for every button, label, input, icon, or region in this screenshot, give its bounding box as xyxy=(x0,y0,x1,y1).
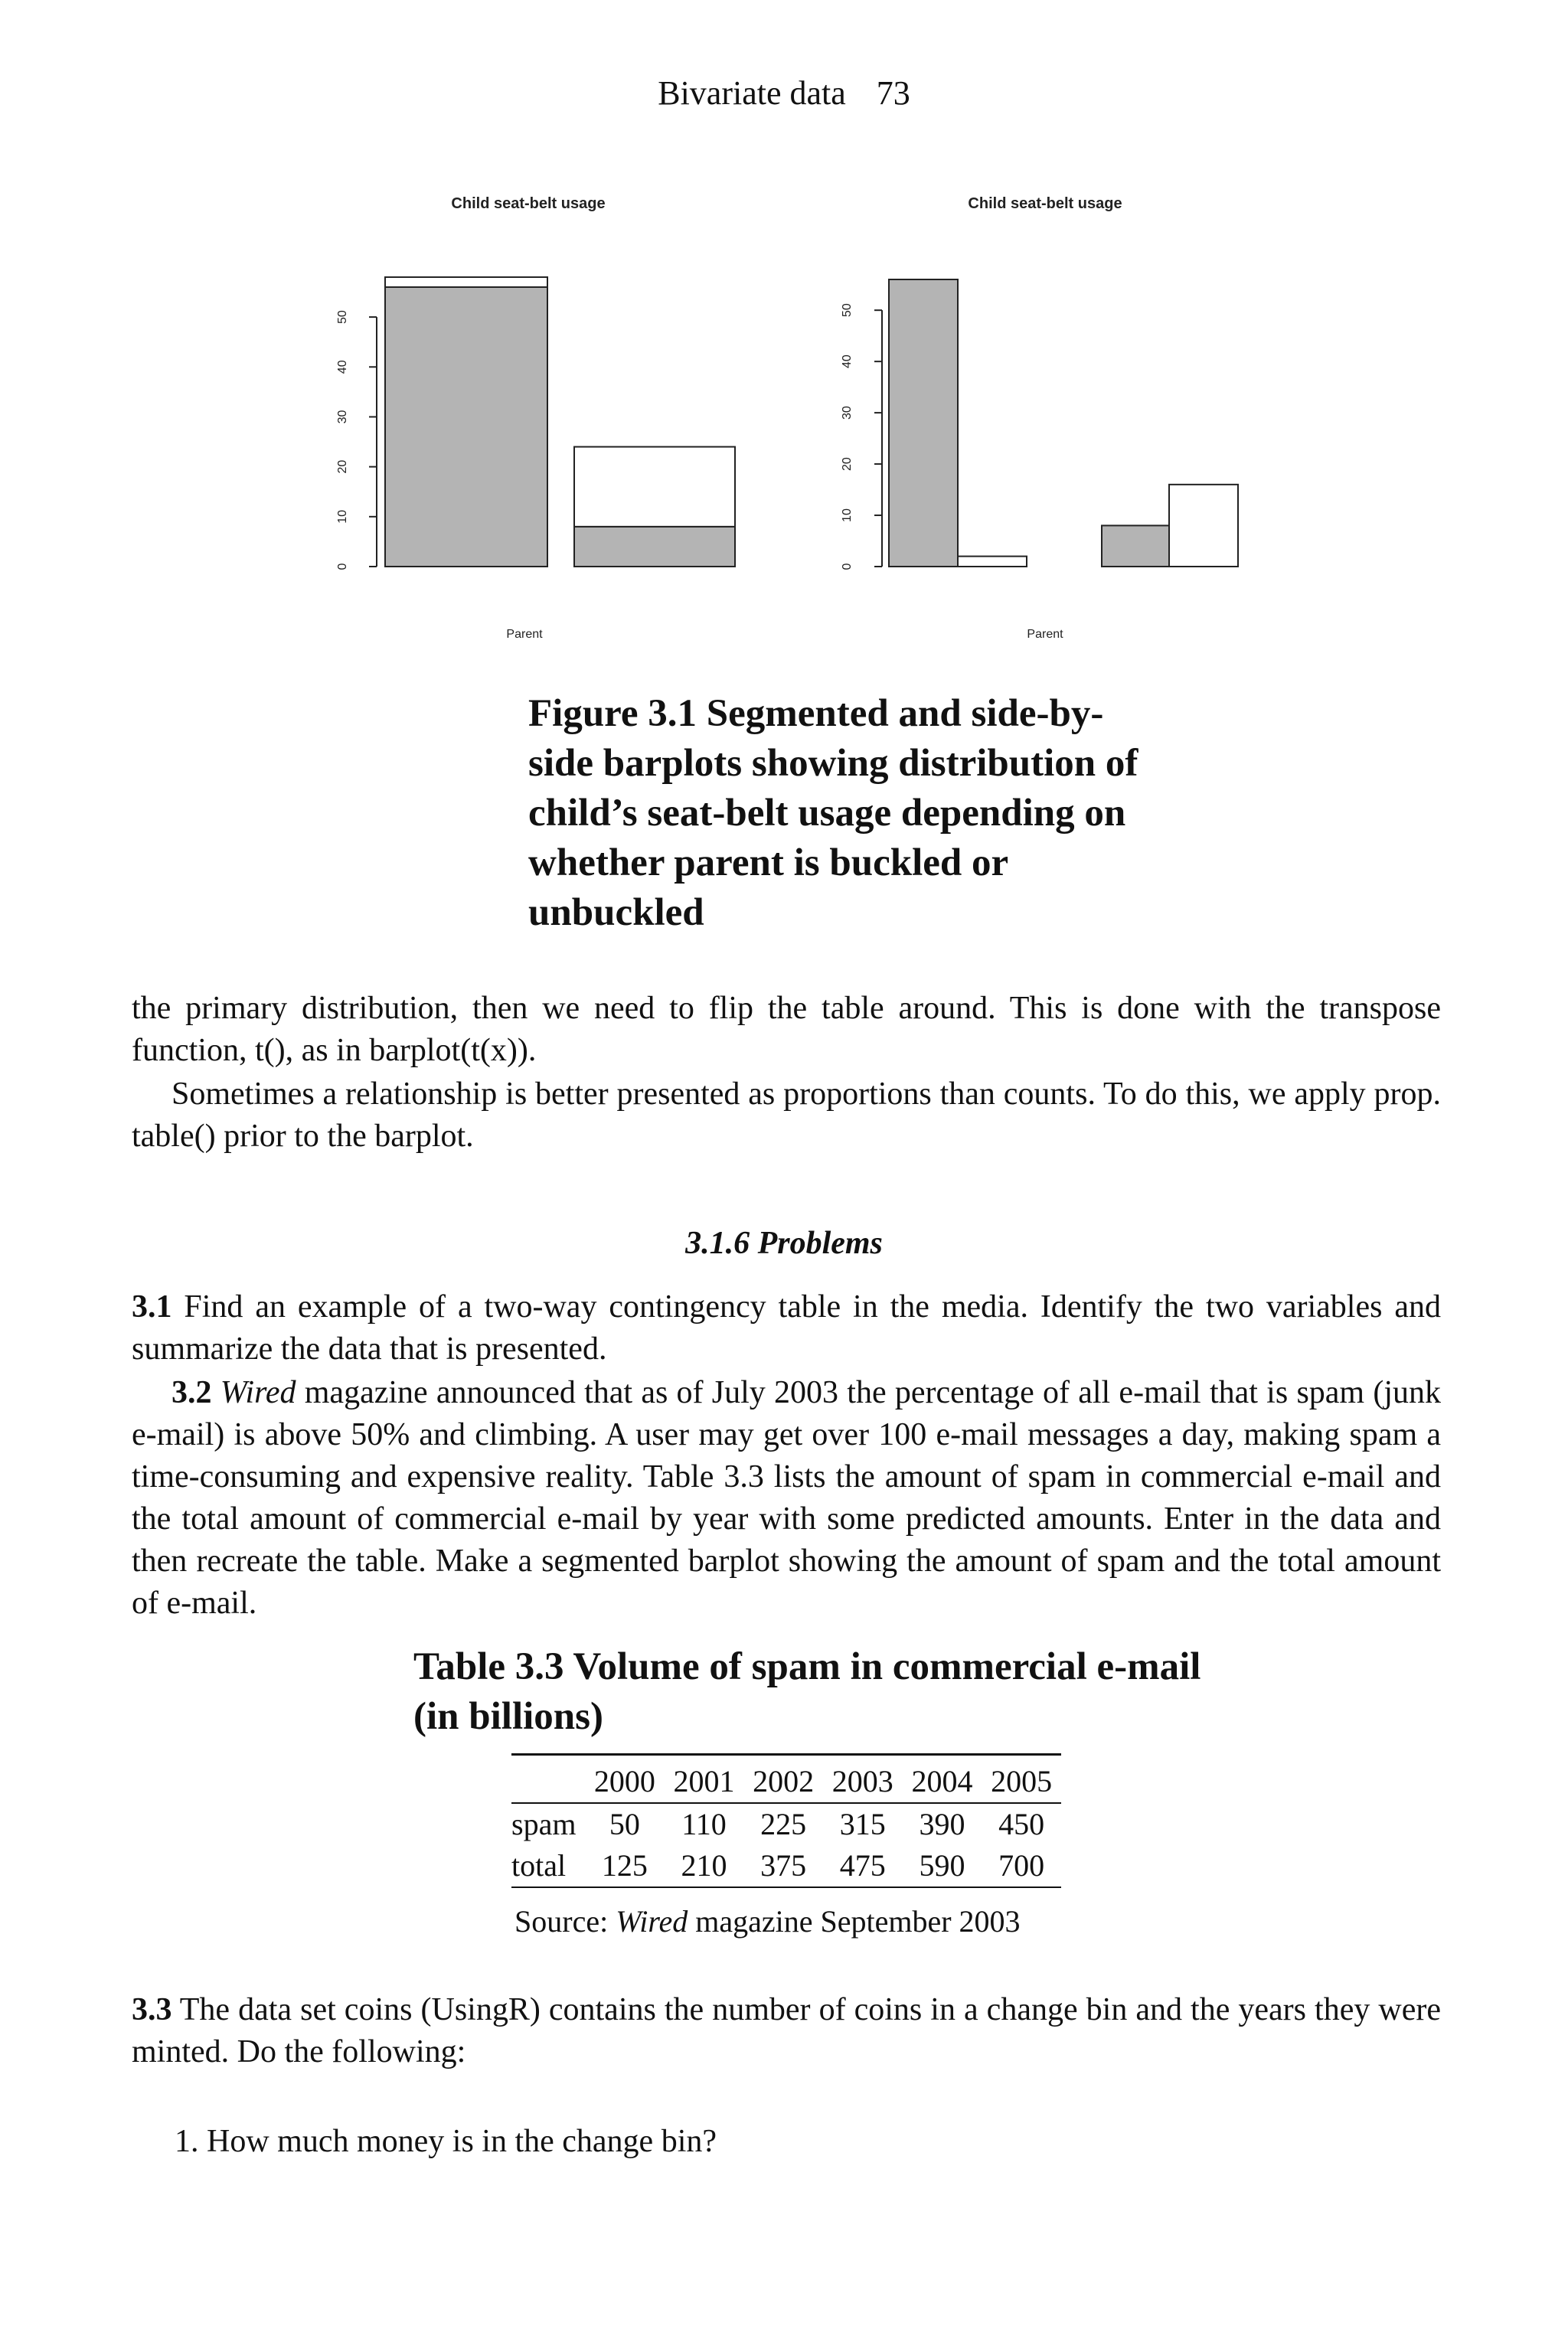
chart-xlabel: Parent xyxy=(506,628,543,641)
bar-buckled xyxy=(889,279,958,567)
table-corner xyxy=(511,1761,585,1803)
caption-line: Table 3.3 Volume of spam in commercial e-mail xyxy=(413,1645,1201,1688)
caption-line: (in billions) xyxy=(413,1695,604,1738)
chart-title: Child seat-belt usage xyxy=(451,195,606,212)
chart-xlabel: Parent xyxy=(1027,628,1063,641)
caption-line: whether parent is buckled or xyxy=(528,841,1009,884)
caption-line: child’s seat-belt usage depending on xyxy=(528,792,1126,835)
problem-number: 3.3 xyxy=(132,1992,172,2027)
problem-3-3 xyxy=(132,1989,1441,2073)
figure-caption xyxy=(528,689,1279,938)
table-cell: 375 xyxy=(760,1848,807,1883)
y-tick-label: 40 xyxy=(336,360,350,374)
table-cell: 210 xyxy=(681,1848,727,1883)
chart-segmented-plot xyxy=(322,195,750,624)
bar-buckled xyxy=(1102,525,1169,567)
table-cell: 110 xyxy=(681,1807,727,1841)
source-suffix: magazine September 2003 xyxy=(688,1904,1021,1939)
paragraph-proportions: Sometimes a relationship is better presented as proportions than counts. To do this, we apply prop. table() prior to the barplot. xyxy=(132,1076,1441,1154)
running-title: Bivariate data xyxy=(658,74,846,112)
caption-line: unbuckled xyxy=(528,891,704,934)
y-tick-label: 10 xyxy=(841,508,854,522)
table-header-cell: 2004 xyxy=(911,1764,973,1798)
table-cell: 475 xyxy=(839,1848,886,1883)
y-tick-label: 30 xyxy=(841,406,854,420)
bar-segment-buckled xyxy=(385,287,547,567)
bar-segment-buckled xyxy=(574,527,735,567)
spam-table-grid xyxy=(511,1761,1061,1888)
y-tick-label: 0 xyxy=(336,563,350,570)
caption-line: side barplots showing distribution of xyxy=(528,742,1138,785)
table-caption xyxy=(413,1642,1409,1742)
table-header-cell: 2000 xyxy=(593,1764,655,1798)
bar-segment-unbuckled xyxy=(385,277,547,287)
page-number: 73 xyxy=(876,74,910,112)
table-cell: 50 xyxy=(609,1807,640,1841)
problem-text: Find an example of a two-way contingency table in the media. Identify the two variables and summarize the data that is presented. xyxy=(132,1289,1441,1367)
y-tick-label: 20 xyxy=(336,459,350,474)
section-heading: 3.1.6 Problems xyxy=(685,1226,883,1261)
table-cell: 225 xyxy=(760,1807,807,1841)
bar-segment-unbuckled xyxy=(574,447,735,527)
problem-number: 3.1 xyxy=(132,1289,172,1325)
list-item: 1. How much money is in the change bin? xyxy=(175,2124,717,2159)
problem-number: 3.2 xyxy=(172,1375,212,1410)
table-cell: 450 xyxy=(998,1807,1045,1841)
table-source xyxy=(514,1903,1066,1939)
chart-side-by-side-plot xyxy=(831,195,1259,624)
magazine-name: Wired xyxy=(220,1375,296,1410)
paragraph-transpose: the primary distribution, then we need to flip the table around. This is done with the transpose function, t(), as in barplot(t(x)). xyxy=(132,991,1441,1068)
table-cell: 125 xyxy=(601,1848,648,1883)
table-row xyxy=(511,1803,1061,1845)
y-tick-label: 10 xyxy=(336,509,350,524)
y-tick-label: 30 xyxy=(336,410,350,424)
problem-text: The data set coins (UsingR) contains the number of coins in a change bin and the years they were minted. Do the following: xyxy=(132,1992,1441,2069)
chart-segmented xyxy=(322,195,750,655)
table-header-cell: 2001 xyxy=(673,1764,735,1798)
table-header-cell: 2002 xyxy=(753,1764,815,1798)
caption-line: Figure 3.1 Segmented and side-by- xyxy=(528,692,1104,735)
table-cell: 390 xyxy=(919,1807,965,1841)
table-header-cell: 2005 xyxy=(991,1764,1053,1798)
source-magazine: Wired xyxy=(616,1904,688,1939)
chart-title: Child seat-belt usage xyxy=(968,195,1122,212)
source-prefix: Source: xyxy=(514,1904,616,1939)
y-tick-label: 0 xyxy=(841,563,854,570)
problem-3-1 xyxy=(132,1286,1441,1370)
table-header-row xyxy=(511,1761,1061,1803)
table-top-rule xyxy=(511,1753,1061,1756)
table-header-cell: 2003 xyxy=(831,1764,893,1798)
row-label: total xyxy=(511,1848,567,1883)
table-cell: 700 xyxy=(998,1848,1045,1883)
y-tick-label: 20 xyxy=(841,457,854,471)
y-tick-label: 50 xyxy=(336,310,350,325)
y-tick-label: 50 xyxy=(841,303,854,318)
table-cell: 590 xyxy=(919,1848,965,1883)
table-cell: 315 xyxy=(839,1807,886,1841)
problem-text: magazine announced that as of July 2003 the percentage of all e-mail that is spam (junk e-mail) is above 50% and climbing. A user may get over 100 e-mail messages a day, making spam a time-consuming and expensive reality. Table 3.3 lists the amount of spam in commercial e-mail and the total amount of commercial e-mail by year with some predicted amounts. Enter in the data and then recreate the table. Make a segmented barplot showing the amount of spam and the total amount of e-mail. xyxy=(132,1375,1442,1621)
row-label: spam xyxy=(511,1807,577,1841)
bar-unbuckled xyxy=(958,557,1027,567)
chart-side-by-side xyxy=(831,195,1259,655)
table-row xyxy=(511,1845,1061,1887)
problem-3-2 xyxy=(132,1372,1441,1625)
y-tick-label: 40 xyxy=(841,354,854,369)
running-header xyxy=(0,74,1568,113)
bar-unbuckled xyxy=(1169,485,1238,567)
